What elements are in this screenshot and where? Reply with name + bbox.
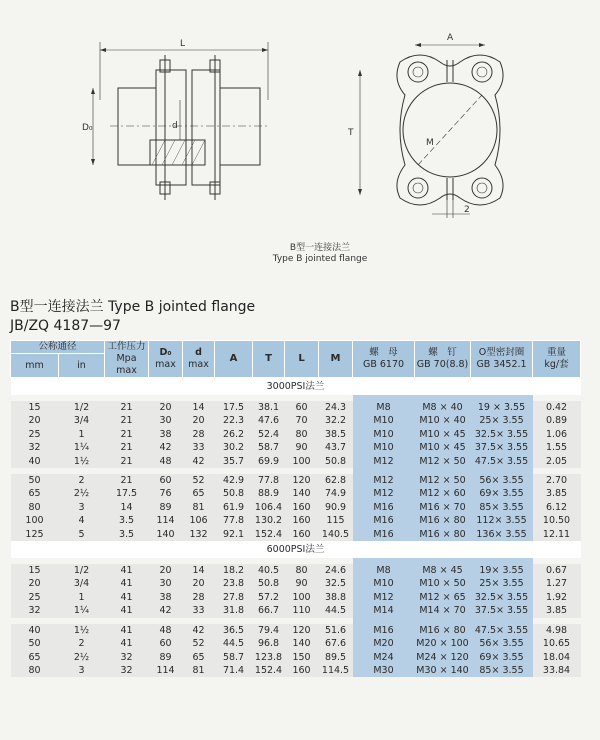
table-cell: 130.2	[253, 514, 285, 527]
table-cell: M10	[353, 441, 415, 454]
table-cell: 80	[11, 664, 59, 677]
table-cell: 30	[149, 414, 183, 427]
table-cell: 48	[149, 455, 183, 468]
table-cell: 22.3	[215, 414, 253, 427]
table-cell: 20	[183, 414, 215, 427]
table-cell: 80	[285, 564, 319, 577]
table-cell: 32	[105, 651, 149, 664]
section-title: 6000PSI法兰	[11, 541, 581, 558]
table-cell: M10	[353, 414, 415, 427]
table-cell: 48	[149, 624, 183, 637]
table-row	[11, 651, 581, 664]
table-cell: 0.67	[533, 564, 581, 577]
table-cell: M12 × 50	[415, 455, 471, 468]
table-row	[11, 637, 581, 650]
table-cell: 15	[11, 564, 59, 577]
drawing-caption-en: Type B jointed flange	[272, 254, 368, 264]
table-cell: 37.5× 3.55	[471, 604, 533, 617]
table-cell: M10 × 45	[415, 441, 471, 454]
table-cell: M16	[353, 528, 415, 541]
table-cell: 25	[11, 428, 59, 441]
table-cell: 20	[11, 414, 59, 427]
table-cell: M24	[353, 651, 415, 664]
table-cell: 19× 3.55	[471, 564, 533, 577]
table-cell: 42	[149, 441, 183, 454]
table-cell: 90.9	[319, 501, 353, 514]
table-cell: M16 × 70	[415, 501, 471, 514]
table-cell: 18.04	[533, 651, 581, 664]
label-L: L	[180, 39, 186, 49]
flange-side-view	[82, 39, 270, 200]
standard-code: JB/ZQ 4187—97	[10, 318, 121, 334]
table-cell: 123.8	[253, 651, 285, 664]
table-cell: 60	[149, 474, 183, 487]
table-cell: M10 × 45	[415, 428, 471, 441]
table-cell: 81	[183, 664, 215, 677]
table-cell: 52	[183, 474, 215, 487]
table-cell: M16 × 80	[415, 514, 471, 527]
section-title: 3000PSI法兰	[11, 378, 581, 396]
table-cell: 90	[285, 441, 319, 454]
table-cell: 1½	[59, 624, 105, 637]
table-cell: 70	[285, 414, 319, 427]
table-cell: 51.6	[319, 624, 353, 637]
table-cell: M24 × 120	[416, 651, 469, 663]
table-cell: M8	[353, 401, 415, 414]
table-cell: 160	[285, 664, 319, 677]
table-cell: 52.4	[253, 428, 285, 441]
table-cell: 69× 3.55	[471, 651, 533, 664]
table-cell: 2½	[59, 651, 105, 664]
table-cell: 1/2	[59, 564, 105, 577]
table-cell: 17.5	[105, 487, 149, 500]
header-weight: 重量 kg/套	[533, 341, 581, 378]
table-cell: 67.6	[319, 637, 353, 650]
table-cell: 0.42	[533, 401, 581, 414]
table-cell: 1¼	[59, 441, 105, 454]
table-cell: 1.27	[533, 577, 581, 590]
table-cell: 3/4	[59, 414, 105, 427]
table-cell: 25× 3.55	[471, 577, 533, 590]
table-cell: 50.8	[215, 487, 253, 500]
table-cell: 3.85	[533, 604, 581, 617]
table-cell: 21	[105, 441, 149, 454]
table-cell: 132	[183, 528, 215, 541]
label-d: d	[172, 121, 178, 131]
table-cell: M10	[353, 428, 415, 441]
table-cell: 80	[285, 428, 319, 441]
table-cell: 89	[149, 501, 183, 514]
table-cell: 1	[59, 428, 105, 441]
table-cell: M12	[353, 591, 415, 604]
table-cell: 21	[105, 474, 149, 487]
table-row	[11, 624, 581, 637]
table-cell: 4	[59, 514, 105, 527]
table-cell: 56× 3.55	[471, 474, 533, 487]
table-cell: 24.3	[319, 401, 353, 414]
table-cell: 85× 3.55	[471, 664, 533, 677]
table-cell: 3/4	[59, 577, 105, 590]
table-cell: 88.9	[253, 487, 285, 500]
table-cell: 20	[183, 577, 215, 590]
table-cell: 0.89	[533, 414, 581, 427]
table-cell: M12	[353, 455, 415, 468]
table-cell: 1.92	[533, 591, 581, 604]
table-cell: 125	[11, 528, 59, 541]
table-row	[11, 528, 581, 541]
table-cell: 110	[285, 604, 319, 617]
table-cell: 100	[285, 455, 319, 468]
table-cell: 41	[105, 564, 149, 577]
table-row	[11, 577, 581, 590]
table-cell: 24.6	[319, 564, 353, 577]
table-cell: 100	[11, 514, 59, 527]
table-cell: 38.1	[253, 401, 285, 414]
table-cell: 21	[105, 455, 149, 468]
table-cell: 80	[11, 501, 59, 514]
table-cell: 66.7	[253, 604, 285, 617]
table-cell: 28	[183, 591, 215, 604]
table-cell: 42	[183, 624, 215, 637]
label-two: 2	[464, 205, 470, 215]
table-cell: M10 × 50	[415, 577, 471, 590]
table-cell: 1	[59, 591, 105, 604]
table-row	[11, 514, 581, 527]
header-nominal: 公称通径	[11, 341, 105, 354]
section-header	[11, 378, 581, 396]
table-cell: 92.1	[215, 528, 253, 541]
table-cell: 20	[11, 577, 59, 590]
table-row	[11, 428, 581, 441]
table-cell: 136× 3.55	[471, 528, 533, 541]
table-cell: 32.5× 3.55	[471, 428, 533, 441]
table-cell: M16	[353, 514, 415, 527]
table-cell: 56× 3.55	[471, 637, 533, 650]
table-cell: 77.8	[215, 514, 253, 527]
table-cell: 32.5× 3.55	[471, 591, 533, 604]
table-cell: 28	[183, 428, 215, 441]
table-cell: 25× 3.55	[471, 414, 533, 427]
table-cell: M16 × 80	[415, 624, 471, 637]
table-cell: 47.6	[253, 414, 285, 427]
table-cell: 37.5× 3.55	[471, 441, 533, 454]
label-A: A	[447, 33, 454, 43]
header-m: M	[319, 341, 353, 378]
header-do: D₀ max	[149, 341, 183, 378]
table-cell: 14	[183, 564, 215, 577]
table-cell: 71.4	[215, 664, 253, 677]
table-cell: 20	[149, 401, 183, 414]
table-cell: 120	[285, 624, 319, 637]
table-cell: 140	[149, 528, 183, 541]
table-cell: M8 × 40	[415, 401, 471, 414]
table-cell: 69.9	[253, 455, 285, 468]
drawing-caption-cn: B型一连接法兰	[289, 243, 351, 253]
table-cell: 106.4	[253, 501, 285, 514]
table-row	[11, 414, 581, 427]
table-cell: M16	[353, 624, 415, 637]
table-cell: 41	[105, 637, 149, 650]
table-cell: 50.8	[253, 577, 285, 590]
table-cell: 58.7	[215, 651, 253, 664]
table-cell: M14	[353, 604, 415, 617]
flange-front-view	[347, 33, 503, 218]
table-cell: 1¼	[59, 604, 105, 617]
table-cell: M12 × 60	[415, 487, 471, 500]
table-cell: 60	[149, 637, 183, 650]
table-cell: M12	[353, 487, 415, 500]
table-cell: 38.5	[319, 428, 353, 441]
table-cell: 160	[285, 501, 319, 514]
table-cell: 31.8	[215, 604, 253, 617]
header-oring: O型密封圈 GB 3452.1	[471, 341, 533, 378]
table-cell: 4.98	[533, 624, 581, 637]
table-row	[11, 664, 581, 677]
table-cell: 32	[11, 441, 59, 454]
table-row	[11, 441, 581, 454]
table-cell: 1.06	[533, 428, 581, 441]
table-cell: 114	[149, 664, 183, 677]
table-cell: 65	[183, 487, 215, 500]
header-l: L	[285, 341, 319, 378]
table-cell: 41	[105, 624, 149, 637]
table-cell: 3.85	[533, 487, 581, 500]
table-cell: 150	[285, 651, 319, 664]
table-cell: 30.2	[215, 441, 253, 454]
table-cell: 27.8	[215, 591, 253, 604]
header-t: T	[253, 341, 285, 378]
table-cell: M8	[353, 564, 415, 577]
table-cell: 47.5× 3.55	[471, 624, 533, 637]
table-cell: 106	[183, 514, 215, 527]
table-cell: 14	[183, 401, 215, 414]
table-cell: 40	[11, 624, 59, 637]
table-cell: 38	[149, 428, 183, 441]
header-bolt: 螺 钉 GB 70(8.8)	[415, 341, 471, 378]
header-a: A	[215, 341, 253, 378]
table-cell: 100	[285, 591, 319, 604]
table-cell: 42	[149, 604, 183, 617]
table-cell: 3	[59, 501, 105, 514]
table-cell: 65	[11, 651, 59, 664]
table-cell: M12 × 65	[415, 591, 471, 604]
table-cell: 44.5	[215, 637, 253, 650]
table-cell: 69× 3.55	[471, 487, 533, 500]
table-cell: 140.5	[319, 528, 353, 541]
table-cell: 57.2	[253, 591, 285, 604]
table-cell: 120	[285, 474, 319, 487]
table-cell: 12.11	[533, 528, 581, 541]
table-cell: 3	[59, 664, 105, 677]
table-cell: 77.8	[253, 474, 285, 487]
table-cell: 32	[105, 664, 149, 677]
table-cell: 47.5× 3.55	[471, 455, 533, 468]
table-cell: 35.7	[215, 455, 253, 468]
table-cell: 85× 3.55	[471, 501, 533, 514]
header-nut: 螺 母 GB 6170	[353, 341, 415, 378]
table-row	[11, 487, 581, 500]
table-cell: 1.55	[533, 441, 581, 454]
table-cell: 3.5	[105, 514, 149, 527]
table-cell: M8 × 45	[415, 564, 471, 577]
table-cell: 62.8	[319, 474, 353, 487]
table-cell: 160	[285, 528, 319, 541]
table-cell: 58.7	[253, 441, 285, 454]
table-cell: 32.5	[319, 577, 353, 590]
table-cell: 32.2	[319, 414, 353, 427]
table-cell: 43.7	[319, 441, 353, 454]
table-cell: 30	[149, 577, 183, 590]
table-cell: 10.65	[533, 637, 581, 650]
table-cell: 5	[59, 528, 105, 541]
table-cell: 41	[105, 604, 149, 617]
table-cell: 90	[285, 577, 319, 590]
table-cell: 2	[59, 637, 105, 650]
table-cell: 18.2	[215, 564, 253, 577]
table-cell: 3.5	[105, 528, 149, 541]
table-cell: 41	[105, 591, 149, 604]
table-cell: 42	[183, 455, 215, 468]
label-T: T	[348, 128, 354, 138]
table-row	[11, 401, 581, 414]
table-cell: 50	[11, 474, 59, 487]
table-cell: 2	[59, 474, 105, 487]
table-cell: 152.4	[253, 528, 285, 541]
table-cell: 25	[11, 591, 59, 604]
table-row	[11, 455, 581, 468]
table-cell: M12	[353, 474, 415, 487]
table-cell: 17.5	[215, 401, 253, 414]
table-cell: 112× 3.55	[471, 514, 533, 527]
table-cell: 21	[105, 401, 149, 414]
table-row	[11, 564, 581, 577]
table-cell: M30 × 140	[416, 664, 469, 676]
table-cell: 10.50	[533, 514, 581, 527]
table-cell: M16	[353, 501, 415, 514]
label-M: M	[426, 138, 434, 148]
spec-table	[10, 340, 581, 677]
table-cell: 61.9	[215, 501, 253, 514]
section-header	[11, 541, 581, 558]
table-cell: 40.5	[253, 564, 285, 577]
table-cell: 15	[11, 401, 59, 414]
table-cell: 42.9	[215, 474, 253, 487]
page-title: B型一连接法兰 Type B jointed flange	[10, 299, 256, 315]
table-cell: 160	[285, 514, 319, 527]
table-cell: 32	[11, 604, 59, 617]
header-d: d max	[183, 341, 215, 378]
header-in: in	[59, 354, 105, 378]
table-cell: 74.9	[319, 487, 353, 500]
table-row	[11, 501, 581, 514]
table-cell: 38.8	[319, 591, 353, 604]
table-cell: 65	[183, 651, 215, 664]
table-cell: M10 × 40	[415, 414, 471, 427]
table-cell: 114	[149, 514, 183, 527]
table-cell: 114.5	[319, 664, 353, 677]
table-cell: 38	[149, 591, 183, 604]
table-cell: 41	[105, 577, 149, 590]
table-cell: M10	[353, 577, 415, 590]
table-cell: M14 × 70	[415, 604, 471, 617]
table-row	[11, 474, 581, 487]
table-cell: 36.5	[215, 624, 253, 637]
table-cell: M20 × 100	[416, 638, 469, 650]
header-min: mm	[11, 354, 59, 378]
table-cell: 2½	[59, 487, 105, 500]
table-cell: 152.4	[253, 664, 285, 677]
table-cell: M12 × 50	[415, 474, 471, 487]
table-cell: 33	[183, 441, 215, 454]
table-cell: 1½	[59, 455, 105, 468]
table-cell: M16 × 80	[415, 528, 471, 541]
table-cell: 19 × 3.55	[471, 401, 533, 414]
table-cell: 89	[149, 651, 183, 664]
table-cell: 33	[183, 604, 215, 617]
label-Do: D₀	[82, 123, 93, 133]
table-cell: 81	[183, 501, 215, 514]
header-pressure: 工作压力 Mpa max	[105, 341, 149, 378]
table-cell: 1/2	[59, 401, 105, 414]
table-cell: 21	[105, 414, 149, 427]
table-cell: 44.5	[319, 604, 353, 617]
table-cell: 6.12	[533, 501, 581, 514]
table-cell: 96.8	[253, 637, 285, 650]
table-cell: 52	[183, 637, 215, 650]
table-cell: 21	[105, 428, 149, 441]
table-cell: 115	[319, 514, 353, 527]
table-cell: 60	[285, 401, 319, 414]
table-row	[11, 591, 581, 604]
table-cell: M30	[353, 664, 415, 677]
table-cell: 23.8	[215, 577, 253, 590]
table-cell: 50	[11, 637, 59, 650]
table-row	[11, 604, 581, 617]
table-cell: 140	[285, 637, 319, 650]
table-cell: 33.84	[533, 664, 581, 677]
table-cell: 50.8	[319, 455, 353, 468]
table-cell: 2.05	[533, 455, 581, 468]
table-cell: 20	[149, 564, 183, 577]
table-cell: 76	[149, 487, 183, 500]
table-cell: 79.4	[253, 624, 285, 637]
table-cell: 65	[11, 487, 59, 500]
table-cell: 14	[105, 501, 149, 514]
table-cell: 26.2	[215, 428, 253, 441]
table-cell: 140	[285, 487, 319, 500]
table-cell: 40	[11, 455, 59, 468]
table-cell: 2.70	[533, 474, 581, 487]
table-cell: 89.5	[319, 651, 353, 664]
table-cell: M20	[353, 637, 415, 650]
